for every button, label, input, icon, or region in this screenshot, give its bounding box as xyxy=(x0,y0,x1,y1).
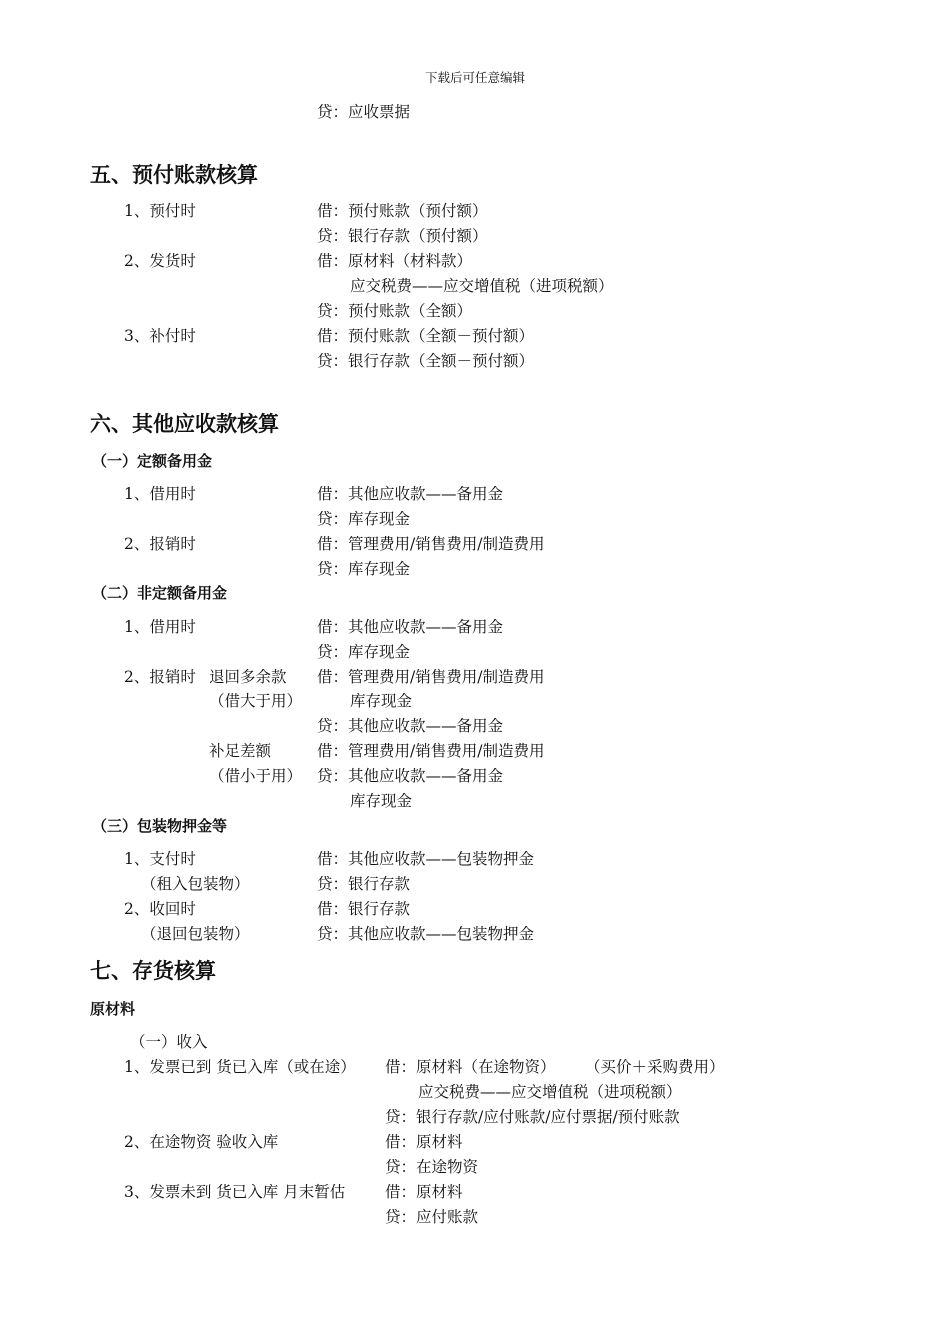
entry-credit: 贷：银行存款（预付额） xyxy=(317,227,488,245)
step-note: （借大于用） xyxy=(209,692,303,710)
entry-credit-cont: 库存现金 xyxy=(350,792,413,810)
entry-debit: 借：银行存款 xyxy=(317,900,411,918)
step-label: 3、发票未到 货已入库 月末暂估 xyxy=(124,1183,346,1201)
step-label: 1、借用时 xyxy=(124,485,196,503)
entry-credit: 贷：库存现金 xyxy=(317,643,411,661)
entry-credit: 贷：在途物资 xyxy=(385,1158,479,1176)
subsection-title: （三）包装物押金等 xyxy=(92,817,228,835)
entry-credit: 贷：银行存款 xyxy=(317,875,411,893)
entry-debit: 借：原材料（材料款） xyxy=(317,252,473,270)
entry-credit: 贷：其他应收款——包装物押金 xyxy=(317,925,535,943)
section-title-prepaid: 五、预付账款核算 xyxy=(90,163,258,187)
entry-debit: 借：预付账款（预付额） xyxy=(317,202,488,220)
entry-debit: 借：原材料（在途物资） xyxy=(385,1058,556,1076)
entry-debit: 借：预付账款（全额－预付额） xyxy=(317,327,535,345)
step-label: 1、发票已到 货已入库（或在途） xyxy=(124,1058,356,1076)
step-label: 2、收回时 xyxy=(124,900,196,918)
step-note: （租入包装物） xyxy=(141,875,250,893)
section-title-other-receivables: 六、其他应收款核算 xyxy=(90,412,279,436)
entry-debit: 借：其他应收款——包装物押金 xyxy=(317,850,535,868)
entry-credit: 贷：预付账款（全额） xyxy=(317,302,473,320)
entry-credit: 贷：其他应收款——备用金 xyxy=(317,717,504,735)
entry-credit: 贷：库存现金 xyxy=(317,560,411,578)
subsection-title: （二）非定额备用金 xyxy=(92,584,228,602)
entry-debit: 借：管理费用/销售费用/制造费用 xyxy=(317,535,545,553)
entry-debit: 借：其他应收款——备用金 xyxy=(317,618,504,636)
step-label: 3、补付时 xyxy=(124,327,196,345)
step-label: 1、预付时 xyxy=(124,202,196,220)
step-note: （退回包装物） xyxy=(141,925,250,943)
step-label: 2、在途物资 验收入库 xyxy=(124,1133,279,1151)
entry-credit: 贷：银行存款（全额－预付额） xyxy=(317,352,535,370)
step-label: 1、支付时 xyxy=(124,850,196,868)
entry-credit: 贷：其他应收款——备用金 xyxy=(317,767,504,785)
entry-debit-cont: 应交税费——应交增值税（进项税额） xyxy=(418,1083,682,1101)
entry-credit: 贷：应收票据 xyxy=(317,103,411,121)
step-label: 2、发货时 xyxy=(124,252,196,270)
step-note: （借小于用） xyxy=(209,767,303,785)
subsection-title: 原材料 xyxy=(90,1000,136,1018)
section-title-inventory: 七、存货核算 xyxy=(90,959,216,983)
step-label: 2、报销时 xyxy=(124,668,196,686)
entry-debit-cont: 应交税费——应交增值税（进项税额） xyxy=(350,277,614,295)
page-header: 下载后可任意编辑 xyxy=(424,70,525,85)
entry-credit: 贷：应付账款 xyxy=(385,1208,479,1226)
entry-credit: 贷：库存现金 xyxy=(317,510,411,528)
step-group: （一）收入 xyxy=(130,1033,208,1051)
step-case: 补足差额 xyxy=(209,742,272,760)
step-label: 2、报销时 xyxy=(124,535,196,553)
entry-debit: 借：原材料 xyxy=(385,1133,463,1151)
entry-debit-cont: 库存现金 xyxy=(350,692,413,710)
entry-debit: 借：管理费用/销售费用/制造费用 xyxy=(317,668,545,686)
subsection-title: （一）定额备用金 xyxy=(92,452,213,470)
entry-credit: 贷：银行存款/应付账款/应付票据/预付账款 xyxy=(385,1108,680,1126)
step-case: 退回多余款 xyxy=(209,668,287,686)
entry-note: （买价＋采购费用） xyxy=(585,1058,725,1076)
entry-debit: 借：管理费用/销售费用/制造费用 xyxy=(317,742,545,760)
entry-debit: 借：原材料 xyxy=(385,1183,463,1201)
step-label: 1、借用时 xyxy=(124,618,196,636)
entry-debit: 借：其他应收款——备用金 xyxy=(317,485,504,503)
